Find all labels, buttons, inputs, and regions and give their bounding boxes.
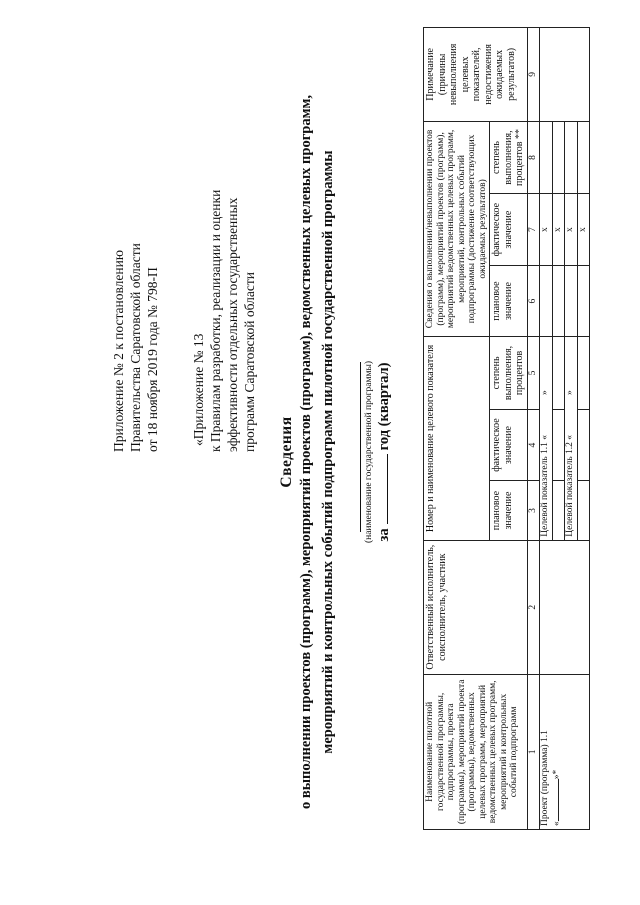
table-cell bbox=[552, 121, 565, 194]
program-name-blank bbox=[360, 362, 361, 532]
column-number: 5 bbox=[527, 337, 540, 410]
appendix-subheader-line: эффективности отдельных государственных bbox=[225, 197, 240, 452]
project-cell bbox=[540, 674, 590, 829]
header-indicator-fact: фактическое значение bbox=[490, 409, 528, 481]
column-number: 8 bbox=[527, 121, 540, 194]
period-prefix: за bbox=[376, 528, 392, 542]
table-cell bbox=[552, 337, 565, 410]
document-title: Сведения bbox=[278, 416, 295, 488]
appendix-header-line: Приложение № 2 к постановлению bbox=[111, 250, 126, 452]
indicator-close: » bbox=[565, 390, 575, 395]
header-indicator-group: Номер и наименование целевого показателя bbox=[424, 337, 490, 541]
header-execution-plan: плановое значение bbox=[490, 265, 528, 336]
header-note: Примечание (причины невыполнения целевых показателей, недостижения ожидаемых результатов) bbox=[424, 28, 528, 122]
column-number: 4 bbox=[527, 409, 540, 481]
document-subtitle-line: мероприятий и контрольных событий подпрограмм пилотной государственной программы bbox=[320, 150, 336, 754]
indicator-close: » bbox=[540, 390, 550, 395]
table-cell bbox=[552, 481, 565, 540]
header-executor: Ответственный исполнитель, соисполнитель, участник bbox=[424, 540, 528, 674]
appendix-header bbox=[110, 22, 161, 452]
indicator-cell bbox=[565, 337, 578, 541]
table-cell bbox=[565, 121, 578, 194]
note-cell bbox=[540, 28, 590, 122]
period-blank bbox=[387, 454, 388, 524]
document-subtitle-line: о выполнении проектов (программ), мероприятий проектов (программ), ведомственных целевых программ, bbox=[298, 95, 314, 810]
project-name: Проект (программа) 1.1 bbox=[540, 730, 550, 826]
period-suffix: год (квартал) bbox=[376, 362, 392, 451]
header-program-name: Наименование пилотной государственной программы, подпрограммы, проекта (программы), мероприятий проекта (программы), ведомственных целевых программ, мероприятий ведомственных целевых программ, мероприятий и контрольных событий подпрограмм bbox=[424, 674, 528, 829]
x-cell: х bbox=[552, 194, 565, 266]
table-cell bbox=[552, 409, 565, 481]
x-cell: х bbox=[577, 194, 590, 266]
column-number: 7 bbox=[527, 194, 540, 266]
appendix-subheader-line: к Правилам разработки, реализации и оценки bbox=[208, 189, 223, 452]
program-name-caption: (наименование государственной программы) bbox=[364, 360, 374, 544]
x-cell: х bbox=[540, 194, 553, 266]
indicator-cell bbox=[540, 337, 553, 541]
table-cell bbox=[565, 265, 578, 336]
header-execution-group: Сведения о выполнении/невыполнении проектов (программ), мероприятий проектов (программ), мероприятий ведомственных целевых программ, мероприятий, контрольных событий подпрограммы (достижение соответствующих ожидаемых результатов) bbox=[424, 121, 490, 336]
table-cell bbox=[577, 121, 590, 194]
table-cell bbox=[577, 481, 590, 540]
table-cell bbox=[552, 265, 565, 336]
rotated-document bbox=[40, 12, 600, 892]
header-indicator-degree: степень выполнения, процентов bbox=[490, 337, 528, 410]
table-cell bbox=[577, 265, 590, 336]
header-execution-degree: степень выполнения, процентов ** bbox=[490, 121, 528, 194]
project-quote: «»* bbox=[551, 769, 562, 826]
table-cell bbox=[540, 265, 553, 336]
appendix-subheader bbox=[190, 22, 258, 452]
appendix-subheader-line: программ Саратовской области bbox=[242, 272, 257, 452]
indicator-label: Целевой показатель 1.2 « bbox=[565, 434, 575, 537]
table-cell bbox=[577, 337, 590, 410]
executor-cell bbox=[540, 540, 590, 674]
appendix-header-line: Правительства Саратовской области bbox=[128, 243, 143, 452]
header-indicator-plan: плановое значение bbox=[490, 481, 528, 540]
column-number-row bbox=[527, 28, 540, 830]
appendix-subheader-title: «Приложение № 13 bbox=[191, 333, 206, 446]
table-cell bbox=[540, 121, 553, 194]
header-row bbox=[424, 28, 490, 830]
table-cell bbox=[577, 409, 590, 481]
report-table bbox=[423, 27, 590, 830]
column-number: 9 bbox=[527, 28, 540, 122]
reporting-period bbox=[376, 12, 393, 892]
column-number: 3 bbox=[527, 481, 540, 540]
column-number: 2 bbox=[527, 540, 540, 674]
column-number: 6 bbox=[527, 265, 540, 336]
column-number: 1 bbox=[527, 674, 540, 829]
x-cell: х bbox=[565, 194, 578, 266]
appendix-header-line: от 18 ноября 2019 года № 798-П bbox=[145, 267, 160, 452]
indicator-label: Целевой показатель 1.1 « bbox=[540, 434, 550, 537]
table-row bbox=[540, 28, 553, 830]
header-execution-fact: фактическое значение bbox=[490, 194, 528, 266]
